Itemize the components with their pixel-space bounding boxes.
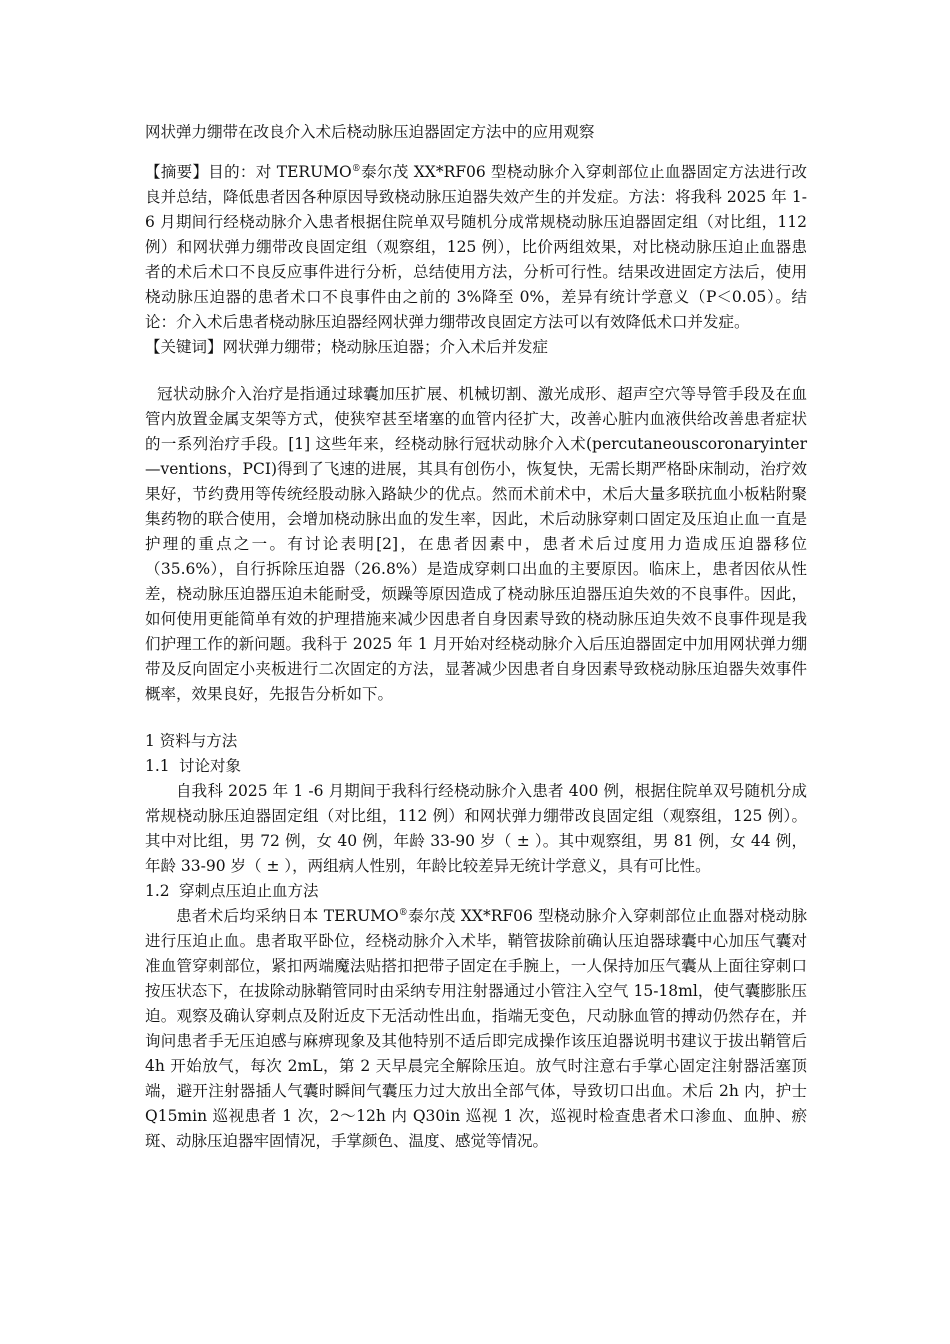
- section-1-2-number: 1.2: [145, 882, 170, 900]
- abstract-label: 【摘要】: [145, 163, 209, 181]
- section-1-2-title: 穿刺点压迫止血方法: [179, 882, 319, 900]
- document-page: [145, 118, 807, 1154]
- section-1-1-heading: [145, 754, 807, 779]
- keywords-label: 【关键词】: [145, 338, 223, 356]
- section-1-1-paragraph: 自我科 2025 年 1 -6 月期间于我科行经桡动脉介入患者 400 例，根据住院单双号随机分成常规桡动脉压迫器固定组（对比组，112 例）和网状弹力绷带改良固定组（观察组，125 例）。其中对比组，男 72 例，女 40 例，年龄 33-90 岁（ ± ）。其中观察组，男 81 例，女 44 例，年龄 33-90 岁（ ± ），两组病人性别，年龄比较差异无统计学意义，具有可比性。: [145, 782, 807, 875]
- section-1-1-title: 讨论对象: [179, 757, 242, 775]
- intro-paragraph: 冠状动脉介入治疗是指通过球囊加压扩展、机械切割、激光成形、超声空穴等导管手段及在血管内放置金属支架等方式，使狭窄甚至堵塞的血管内径扩大，改善心脏内血液供给改善患者症状的一系列治疗手段。[1] 这些年来，经桡动脉行冠状动脉介入术(percutaneouscoronaryinter—ventions，PCI)得到了飞速的进展，其具有创伤小，恢复快，无需长期严格卧床制动，治疗效果好，节约费用等传统经股动脉入路缺少的优点。然而术前术中，术后大量多联抗血小板粘附聚集药物的联合使用，会增加桡动脉出血的发生率，因此，术后动脉穿刺口固定及压迫止血一直是护理的重点之一。有讨论表明[2]，在患者因素中，患者术后过度用力造成压迫器移位（35.6%），自行拆除压迫器（26.8%）是造成穿刺口出血的主要原因。临床上，患者因依从性差，桡动脉压迫器压迫未能耐受，烦躁等原因造成了桡动脉压迫器压迫失效的不良事件。因此，如何使用更能简单有效的护理措施来减少因患者自身因素导致的桡动脉压迫失效不良事件现是我们护理工作的新问题。我科于 2025 年 1 月开始对经桡动脉介入后压迫器固定中加用网状弹力绷带及反向固定小夹板进行二次固定的方法，显著减少因患者自身因素导致桡动脉压迫器失效事件概率，效果良好，先报告分析如下。: [145, 385, 807, 703]
- registered-mark: ®: [351, 163, 361, 174]
- section-1-1-number: 1.1: [145, 757, 170, 775]
- keywords-paragraph: [145, 335, 807, 360]
- document-title: 网状弹力绷带在改良介入术后桡动脉压迫器固定方法中的应用观察: [145, 123, 595, 141]
- registered-mark: ®: [398, 907, 408, 918]
- section-1-2-text-part-1: 患者术后均采纳日本 TERUMO: [176, 907, 399, 925]
- abstract-text-part-1: 目的：对 TERUMO: [208, 163, 352, 181]
- section-1-2-paragraph: [145, 904, 807, 1154]
- keywords-text: 网状弹力绷带；桡动脉压迫器；介入术后并发症: [222, 338, 549, 356]
- abstract-paragraph: [145, 160, 807, 335]
- section-1-2-text-part-2: 泰尔茂 XX*RF06 型桡动脉介入穿刺部位止血器对桡动脉进行压迫止血。患者取平卧位，经桡动脉介入术毕，鞘管拔除前确认压迫器球囊中心加压气囊对准血管穿刺部位，紧扣两端魔法贴搭扣把带子固定在手腕上，一人保持加压气囊从上面往穿刺口按压状态下，在拔除动脉鞘管同时由采纳专用注射器通过小管注入空气 15-18ml，使气囊膨胀压迫。观察及确认穿刺点及附近皮下无活动性出血，指端无变色，尺动脉血管的搏动仍然存在，并询问患者手无压迫感与麻痹现象及其他特别不适后即完成操作该压迫器说明书建议于拔出鞘管后 4h 开始放气，每次 2mL，第 2 天早晨完全解除压迫。放气时注意右手掌心固定注射器活塞顶端，避开注射器插人气囊时瞬间气囊压力过大放出全部气体，导致切口出血。术后 2h 内，护士 Q15min 巡视患者 1 次，2～12h 内 Q30in 巡视 1 次，巡视时检查患者术口渗血、血肿、瘀斑、动脉压迫器牢固情况，手掌颜色、温度、感觉等情况。: [145, 907, 807, 1150]
- abstract-text-part-2: 泰尔茂 XX*RF06 型桡动脉介入穿刺部位止血器固定方法进行改良并总结，降低患者因各种原因导致桡动脉压迫器失效产生的并发症。方法：将我科 2025 年 1-6 月期间行经桡动脉介入患者根据住院单双号随机分成常规桡动脉压迫器固定组（对比组，112 例）和网状弹力绷带改良固定组（观察组，125 例），比价两组效果，对比桡动脉压迫止血器患者的术后术口不良反应事件进行分析，总结使用方法，分析可行性。结果改进固定方法后，使用桡动脉压迫器的患者术口不良事件由之前的 3%降至 0%，差异有统计学意义（P＜0.05）。结论：介入术后患者桡动脉压迫器经网状弹力绷带改良固定方法可以有效降低术口并发症。: [145, 163, 807, 331]
- section-1-heading: 1 资料与方法: [145, 732, 238, 750]
- section-1-2-heading: [145, 879, 807, 904]
